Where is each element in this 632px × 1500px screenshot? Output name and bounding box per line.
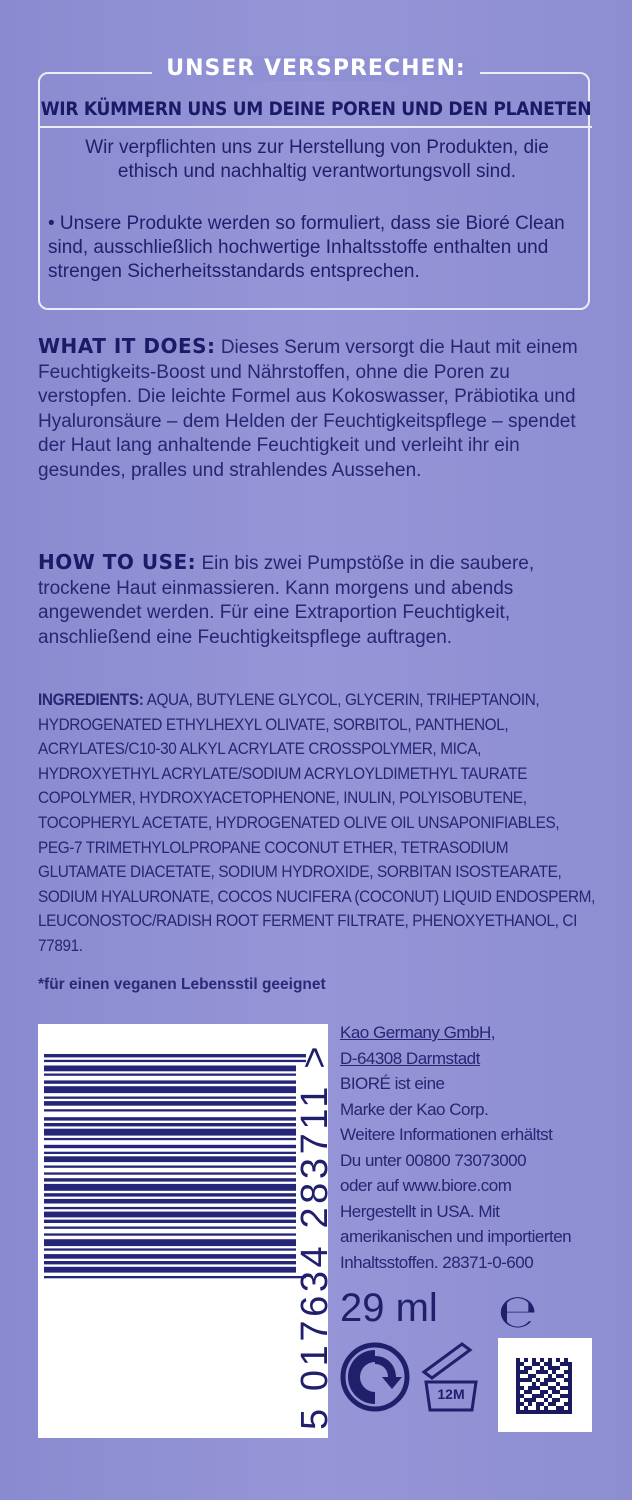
barcode-bar	[44, 1239, 296, 1246]
barcode-bar	[44, 1156, 296, 1162]
what-it-does-section	[38, 334, 598, 483]
data-matrix-module	[516, 1378, 520, 1382]
data-matrix-module	[524, 1366, 528, 1370]
data-matrix-module	[564, 1402, 568, 1406]
barcode-bar	[44, 1123, 296, 1126]
data-matrix-module	[524, 1410, 528, 1414]
data-matrix-module	[564, 1370, 568, 1374]
data-matrix-module	[540, 1402, 544, 1406]
data-matrix-module	[516, 1366, 520, 1370]
data-matrix-module	[532, 1362, 536, 1366]
data-matrix-module	[536, 1386, 540, 1390]
data-matrix-module	[568, 1406, 572, 1410]
data-matrix-module	[568, 1378, 572, 1382]
data-matrix-module	[528, 1366, 532, 1370]
barcode-bar	[44, 1184, 296, 1191]
data-matrix-module	[516, 1410, 520, 1414]
data-matrix-module	[544, 1378, 548, 1382]
data-matrix-module	[544, 1410, 548, 1414]
data-matrix-module	[548, 1366, 552, 1370]
data-matrix-module	[532, 1386, 536, 1390]
data-matrix-module	[564, 1362, 568, 1366]
data-matrix-module	[568, 1382, 572, 1386]
barcode-bar	[44, 1212, 296, 1218]
data-matrix-module	[516, 1386, 520, 1390]
data-matrix-module	[552, 1398, 556, 1402]
how-to-use-text: Ein bis zwei Pumpstöße in die saubere, trockene Haut einmassieren. Kann morgens und abends angewendet werden. Für eine Extraportion Feuchtigkeit, anschließend eine Feuchtigkeitspflege auftragen.	[38, 553, 535, 648]
barcode	[38, 1024, 328, 1438]
barcode-bar	[44, 1276, 306, 1278]
data-matrix-module	[520, 1362, 524, 1366]
data-matrix-code	[498, 1338, 592, 1432]
data-matrix-module	[524, 1398, 528, 1402]
data-matrix-module	[556, 1398, 560, 1402]
barcode-bar	[44, 1109, 296, 1111]
data-matrix-module	[552, 1366, 556, 1370]
green-dot-recycling-icon	[340, 1342, 410, 1417]
company-info	[340, 1020, 600, 1275]
promise-subtitle: WIR KÜMMERN UNS UM DEINE POREN UND DEN PLANETEN	[40, 98, 592, 120]
data-matrix-module	[532, 1358, 536, 1362]
barcode-bar	[44, 1220, 296, 1223]
data-matrix-module	[560, 1362, 564, 1366]
promise-divider	[40, 126, 592, 128]
data-matrix-module	[516, 1382, 520, 1386]
data-matrix-module	[528, 1386, 532, 1390]
data-matrix-module	[556, 1406, 560, 1410]
barcode-bar	[44, 1166, 296, 1168]
data-matrix-module	[544, 1390, 548, 1394]
data-matrix-module	[544, 1406, 548, 1410]
data-matrix-module	[568, 1370, 572, 1374]
data-matrix-module	[532, 1394, 536, 1398]
made-line-1: Hergestellt in USA. Mit	[340, 1201, 500, 1221]
data-matrix-module	[560, 1410, 564, 1414]
barcode-bar	[44, 1193, 296, 1196]
data-matrix-module	[544, 1362, 548, 1366]
data-matrix-module	[552, 1402, 556, 1406]
barcode-bar	[44, 1152, 296, 1154]
data-matrix-module	[528, 1374, 532, 1378]
data-matrix-module	[568, 1362, 572, 1366]
data-matrix-module	[548, 1374, 552, 1378]
data-matrix-module	[560, 1374, 564, 1378]
data-matrix-module	[528, 1402, 532, 1406]
barcode-bar	[44, 1199, 296, 1204]
data-matrix-module	[516, 1402, 520, 1406]
data-matrix-module	[540, 1394, 544, 1398]
data-matrix-module	[516, 1374, 520, 1378]
data-matrix-module	[524, 1378, 528, 1382]
barcode-bar	[44, 1138, 296, 1140]
data-matrix-module	[556, 1382, 560, 1386]
data-matrix-module	[548, 1378, 552, 1382]
barcode-bar	[44, 1207, 296, 1209]
barcode-bar	[44, 1101, 296, 1106]
data-matrix-module	[516, 1394, 520, 1398]
data-matrix-module	[520, 1402, 524, 1406]
barcode-bar	[44, 1233, 296, 1235]
data-matrix-module	[552, 1370, 556, 1374]
data-matrix-module	[540, 1382, 544, 1386]
data-matrix-module	[536, 1394, 540, 1398]
data-matrix-module	[532, 1398, 536, 1402]
data-matrix-module	[564, 1394, 568, 1398]
data-matrix-module	[540, 1370, 544, 1374]
barcode-bar	[44, 1129, 296, 1136]
how-to-use-heading: HOW TO USE:	[38, 550, 197, 574]
data-matrix-module	[548, 1386, 552, 1390]
vegan-note: *für einen veganen Lebensstil geeignet	[38, 976, 326, 993]
data-matrix-module	[516, 1362, 520, 1366]
data-matrix-module	[556, 1358, 560, 1362]
data-matrix-module	[568, 1390, 572, 1394]
promise-bullet: • Unsere Produkte werden so formuliert, dass sie Bioré Clean sind, ausschließlich hochwertige Inhaltsstoffe enthalten und strengen Sicherheitsstandards entsprechen.	[48, 213, 565, 282]
data-matrix-module	[552, 1386, 556, 1390]
data-matrix-module	[548, 1402, 552, 1406]
data-matrix-module	[536, 1410, 540, 1414]
ingredients-heading: INGREDIENTS:	[38, 691, 144, 709]
data-matrix-module	[520, 1410, 524, 1414]
ingredients-text: AQUA, BUTYLENE GLYCOL, GLYCERIN, TRIHEPTANOIN, HYDROGENATED ETHYLHEXYL OLIVATE, SORBITOL, PANTHENOL, ACRYLATES/C10-30 ALKYL ACRYLATE CROSSPOLYMER, MICA, HYDROXYETHYL ACRYLATE/SODIUM ACRYLOYLDIMETHYL TAURATE COPOLYMER, HYDROXYACETOPHENONE, INULIN, POLYISOBUTENE, TOCOPHERYL ACETATE, HYDROGENATED OLIVE OIL UNSAPONIFIABLES, PEG-7 TRIMETHYLOLPROPANE COCONUT ETHER, TETRASODIUM GLUTAMATE DIACETATE, SODIUM HYDROXIDE, SORBITAN ISOSTEARATE, SODIUM HYALURONATE, COCOS NUCIFERA (COCONUT) LIQUID ENDOSPERM, LEUCONOSTOC/RADISH ROOT FERMENT FILTRATE, PHENOXYETHANOL, CI 77891.	[38, 691, 595, 955]
data-matrix-module	[528, 1410, 532, 1414]
data-matrix-module	[520, 1394, 524, 1398]
data-matrix-module	[568, 1386, 572, 1390]
barcode-bar	[44, 1054, 306, 1057]
data-matrix-module	[524, 1390, 528, 1394]
barcode-bar	[44, 1074, 296, 1076]
barcode-bar	[44, 1248, 296, 1250]
data-matrix-module	[516, 1406, 520, 1410]
data-matrix-module	[524, 1370, 528, 1374]
data-matrix-module	[524, 1358, 528, 1362]
data-matrix-module	[540, 1410, 544, 1414]
data-matrix-module	[520, 1370, 524, 1374]
data-matrix-module	[544, 1382, 548, 1386]
barcode-bar	[44, 1254, 296, 1259]
ingredients-section	[38, 688, 596, 959]
barcode-bar	[44, 1066, 296, 1072]
info-line-3: oder auf www.biore.com	[340, 1176, 512, 1195]
data-matrix-module	[568, 1398, 572, 1402]
made-line-2: amerikanischen und importierten	[340, 1227, 572, 1246]
data-matrix-module	[520, 1378, 524, 1382]
data-matrix-module	[520, 1386, 524, 1390]
data-matrix-module	[540, 1366, 544, 1370]
data-matrix-module	[552, 1390, 556, 1394]
data-matrix-module	[556, 1374, 560, 1378]
barcode-bar	[44, 1060, 306, 1062]
barcode-bar	[44, 1086, 296, 1093]
data-matrix-module	[560, 1386, 564, 1390]
promise-label-text: UNSER VERSPRECHEN:	[152, 56, 479, 81]
data-matrix-module	[560, 1394, 564, 1398]
data-matrix-module	[532, 1374, 536, 1378]
promise-text: Wir verpflichten uns zur Herstellung von Produkten, die ethisch und nachhaltig verantwortungsvoll sind.	[85, 137, 549, 182]
data-matrix-module	[568, 1366, 572, 1370]
period-after-opening-icon	[418, 1338, 484, 1421]
data-matrix-module	[528, 1398, 532, 1402]
promise-label	[0, 56, 632, 81]
info-line-2: Du unter 00800 73073000	[340, 1150, 527, 1170]
data-matrix-module	[568, 1402, 572, 1406]
data-matrix-module	[568, 1394, 572, 1398]
data-matrix-module	[540, 1358, 544, 1362]
data-matrix-module	[564, 1386, 568, 1390]
data-matrix-module	[536, 1362, 540, 1366]
data-matrix-module	[536, 1406, 540, 1410]
barcode-bars	[38, 1024, 328, 1438]
how-to-use-section	[38, 550, 598, 650]
barcode-bar	[44, 1145, 296, 1148]
data-matrix-module	[528, 1378, 532, 1382]
barcode-bar	[44, 1227, 296, 1229]
data-matrix-module	[536, 1402, 540, 1406]
data-matrix-module	[556, 1410, 560, 1414]
data-matrix-module	[544, 1398, 548, 1402]
made-line-3: Inhaltsstoffen. 28371-0-600	[340, 1252, 534, 1272]
data-matrix-module	[536, 1378, 540, 1382]
barcode-bar	[44, 1178, 296, 1181]
data-matrix-module	[516, 1370, 520, 1374]
barcode-bar	[44, 1261, 296, 1264]
data-matrix-module	[556, 1366, 560, 1370]
barcode-bar	[44, 1097, 296, 1099]
data-matrix-module	[536, 1370, 540, 1374]
barcode-digits: 5 017634 283711 >	[294, 1043, 336, 1430]
data-matrix-module	[544, 1370, 548, 1374]
data-matrix-module	[548, 1362, 552, 1366]
data-matrix-module	[568, 1374, 572, 1378]
data-matrix-module	[548, 1410, 552, 1414]
data-matrix-module	[564, 1358, 568, 1362]
data-matrix-module	[532, 1382, 536, 1386]
data-matrix-module	[552, 1410, 556, 1414]
company-address: D-64308 Darmstadt	[340, 1048, 480, 1068]
barcode-bar	[44, 1080, 296, 1083]
data-matrix-module	[568, 1410, 572, 1414]
what-it-does-text: Dieses Serum versorgt die Haut mit einem Feuchtigkeits-Boost und Nährstoffen, ohne die Poren zu verstopfen. Die leichte Formel aus Kokoswasser, Präbiotika und Hyaluronsäure – dem Helden der Feuchtigkeitspflege – spendet der Haut lang anhaltende Feuchtigkeit und verleiht ihr ein gesundes, pralles und strahlendes Aussehen.	[38, 337, 578, 481]
data-matrix-module	[516, 1390, 520, 1394]
barcode-bar	[44, 1172, 296, 1174]
data-matrix-module	[516, 1398, 520, 1402]
volume: 29 ml	[340, 1286, 438, 1330]
data-matrix-module	[564, 1378, 568, 1382]
info-line-1: Weitere Informationen erhältst	[340, 1125, 553, 1144]
brand-line-1: BIORÉ ist eine	[340, 1074, 445, 1093]
data-matrix-module	[564, 1410, 568, 1414]
data-matrix-module	[528, 1390, 532, 1394]
data-matrix-module	[532, 1410, 536, 1414]
what-it-does-heading: WHAT IT DOES:	[38, 334, 216, 358]
company-name: Kao Germany GmbH,	[340, 1023, 495, 1042]
pao-label: 12M	[437, 1386, 465, 1402]
data-matrix-module	[548, 1394, 552, 1398]
data-matrix-module	[516, 1358, 520, 1362]
data-matrix-pattern	[516, 1358, 572, 1414]
barcode-bar	[44, 1117, 296, 1120]
data-matrix-module	[552, 1378, 556, 1382]
estimated-sign: ℮	[498, 1284, 538, 1338]
data-matrix-module	[524, 1406, 528, 1410]
data-matrix-module	[540, 1390, 544, 1394]
brand-line-2: Marke der Kao Corp.	[340, 1099, 489, 1119]
data-matrix-module	[548, 1358, 552, 1362]
data-matrix-module	[560, 1406, 564, 1410]
data-matrix-module	[556, 1390, 560, 1394]
barcode-bar	[44, 1267, 296, 1273]
